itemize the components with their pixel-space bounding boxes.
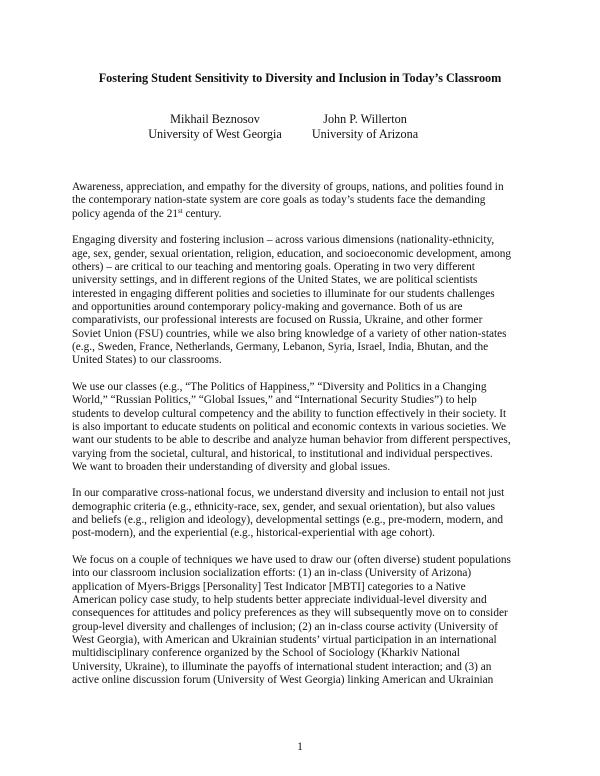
text-line: We use our classes (e.g., “The Politics of Happiness,” “Diversity and Politics in a Changing: [72, 380, 487, 393]
text-line: American policy case study, to help students better appreciate individual-level diversity and: [72, 594, 487, 607]
text-line: University, Ukraine), to illuminate the payoffs of international student interaction; and (3) an: [72, 660, 492, 673]
text-line: We focus on a couple of techniques we have used to draw our (often diverse) student populations: [72, 554, 511, 566]
text-line: In our comparative cross-national focus, we understand diversity and inclusion to entail not just: [72, 487, 505, 500]
text-line: interested in engaging different polities and societies to illuminate for our students challenges: [72, 287, 495, 300]
text-line: multidisciplinary conference organized by the School of Sociology (Kharkiv National: [72, 647, 460, 660]
text-line: want our students to be able to describe and analyze human behavior from different perspectives,: [72, 434, 511, 447]
text-line: We want to broaden their understanding of diversity and global issues.: [72, 460, 391, 473]
text-line: Soviet Union (FSU) countries, while we also bring knowledge of a variety of other nation-states: [72, 327, 507, 340]
text-line: university settings, and in different regions of the United States, we are political scientists: [72, 274, 478, 287]
author-block-2: [300, 112, 430, 142]
paragraph-3: [72, 381, 540, 474]
text-line: group-level diversity and challenges of inclusion; (2) an in-class course activity (University of: [72, 620, 499, 633]
text-line: comparativists, our professional interests are focused on Russia, Ukraine, and other former: [72, 314, 483, 327]
text-line: West Georgia), with American and Ukrainian students’ virtual participation in an international: [72, 634, 497, 647]
ordinal-superscript: st: [178, 206, 183, 215]
author-block-1: [120, 112, 310, 142]
document-title: Fostering Student Sensitivity to Diversity and Inclusion in Today’s Classroom: [98, 71, 502, 85]
text-line: age, sex, gender, sexual orientation, religion, education, and socioeconomic development, among: [72, 247, 512, 260]
document-body: [72, 181, 540, 701]
text-line: World,” “Russian Politics,” “Global Issues,” and “International Security Studies”) to help: [72, 394, 477, 407]
paragraph-5: [72, 554, 540, 687]
text-line: post-modern), and the experiential (e.g., historical-experiential with age cohort).: [72, 527, 435, 540]
text-line: and beliefs (e.g., religion and ideology), developmental settings (e.g., pre-modern, modern, and: [72, 514, 504, 527]
paragraph-4: [72, 487, 540, 540]
text-line: (e.g., Sweden, France, Netherlands, Germany, Lebanon, Syria, Israel, India, Bhutan, and the: [72, 340, 489, 353]
author-name: John P. Willerton: [323, 112, 407, 126]
text-line: and opportunities around contemporary policy-making and governance. Both of us are: [72, 300, 463, 313]
text-line: students to develop cultural competency and the ability to function effectively in their society. It: [72, 407, 507, 420]
text-line: others) – are critical to our teaching and mentoring goals. Operating in two very different: [72, 260, 475, 273]
text-fragment: policy agenda of the 21: [72, 207, 179, 220]
text-line: is also important to educate students on political and economic contexts in various societies. We: [72, 420, 507, 433]
text-line: varying from the societal, cultural, and historical, to institutional and individual perspectives.: [72, 447, 493, 460]
text-line: Awareness, appreciation, and empathy for the diversity of groups, nations, and polities found in: [72, 181, 504, 193]
paragraph-1: [72, 181, 540, 221]
author-name: Mikhail Beznosov: [170, 112, 260, 126]
text-line: the contemporary nation-state system are core goals as today’s students face the demanding: [72, 194, 486, 207]
page-number: 1: [297, 741, 303, 753]
text-line: Engaging diversity and fostering inclusion – across various dimensions (nationality-ethnicity,: [72, 234, 495, 247]
paragraph-2: [72, 234, 540, 367]
text-fragment: century.: [182, 207, 222, 220]
text-line: into our classroom inclusion socialization efforts: (1) an in-class (University of Arizona): [72, 567, 472, 580]
text-line: consequences for attitudes and policy preferences as they will subsequently move on to consider: [72, 607, 508, 620]
author-affiliation: University of Arizona: [311, 127, 419, 141]
text-line: application of Myers-Briggs [Personality] Test Indicator [MBTI] categories to a Native: [72, 580, 466, 593]
text-line: demographic criteria (e.g., ethnicity-race, sex, gender, and sexual orientation), but also values: [72, 500, 496, 513]
author-affiliation: University of West Georgia: [148, 127, 282, 141]
text-line: [72, 208, 540, 221]
text-line: active online discussion forum (University of West Georgia) linking American and Ukrainian: [72, 674, 494, 687]
text-line: United States) to our classrooms.: [72, 354, 222, 367]
